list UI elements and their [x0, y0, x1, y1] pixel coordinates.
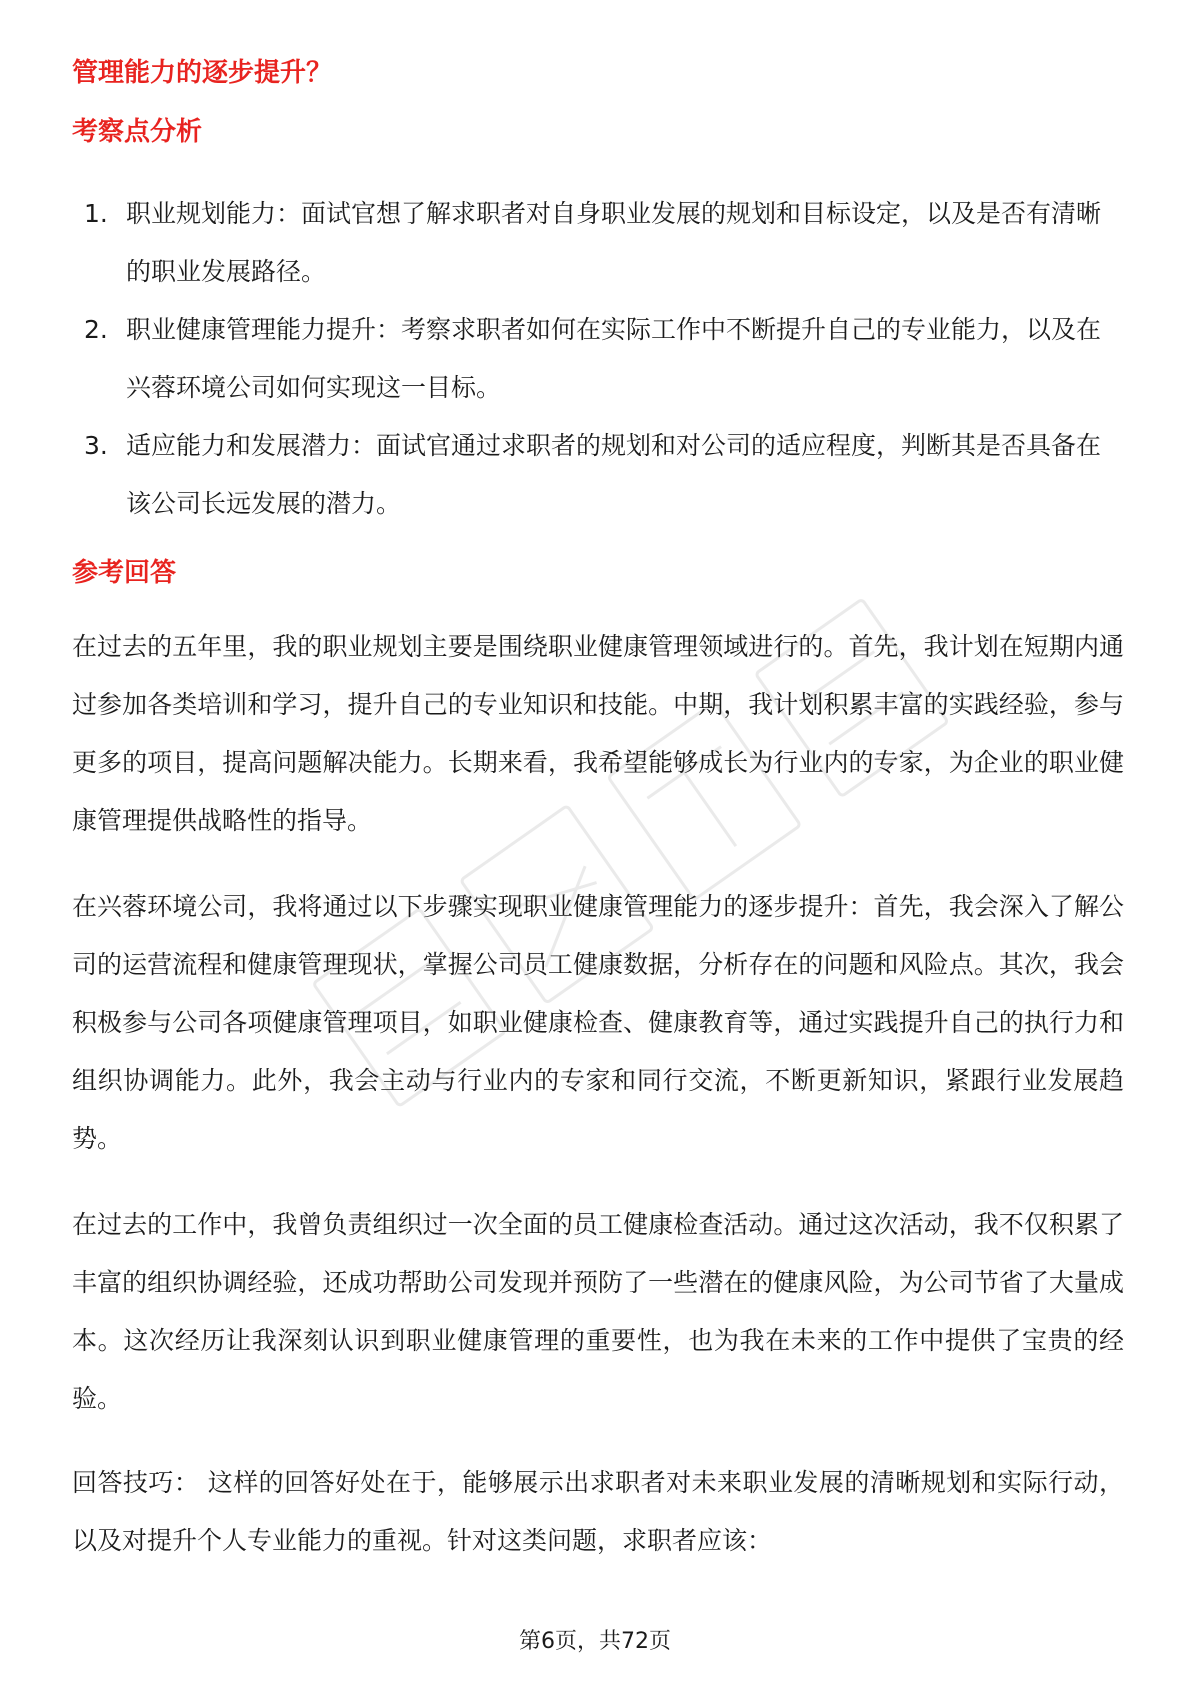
list-item — [84, 301, 1124, 417]
analysis-heading: 考察点分析 — [72, 117, 203, 147]
list-item — [84, 185, 1124, 301]
list-item-number: 3. — [84, 431, 108, 460]
list-item-text: 适应能力和发展潜力：面试官通过求职者的规划和对公司的适应程度，判断其是否具备在该公司长远发展的潜力。 — [126, 431, 1102, 518]
answer-tips-paragraph: 回答技巧： 这样的回答好处在于，能够展示出求职者对未来职业发展的清晰规划和实际行动，以及对提升个人专业能力的重视。针对这类问题，求职者应该： — [72, 1468, 1124, 1555]
list-item-number: 1. — [84, 199, 108, 228]
question-title: 管理能力的逐步提升？ — [72, 58, 333, 88]
answer-paragraph: 在过去的工作中，我曾负责组织过一次全面的员工健康检查活动。通过这次活动，我不仅积累了丰富的组织协调经验，还成功帮助公司发现并预防了一些潜在的健康风险，为公司节省了大量成本。这次经历让我深刻认识到职业健康管理的重要性，也为我在未来的工作中提供了宝贵的经验。 — [72, 1210, 1124, 1413]
answer-paragraph: 在兴蓉环境公司，我将通过以下步骤实现职业健康管理能力的逐步提升：首先，我会深入了解公司的运营流程和健康管理现状，掌握公司员工健康数据，分析存在的问题和风险点。其次，我会积极参与公司各项健康管理项目，如职业健康检查、健康教育等，通过实践提升自己的执行力和组织协调能力。此外，我会主动与行业内的专家和同行交流，不断更新知识，紧跟行业发展趋势。 — [72, 892, 1124, 1153]
answer-heading: 参考回答 — [72, 558, 177, 588]
list-item-number: 2. — [84, 315, 108, 344]
list-item — [84, 417, 1124, 533]
list-item-text: 职业规划能力：面试官想了解求职者对自身职业发展的规划和目标设定，以及是否有清晰的职业发展路径。 — [126, 199, 1102, 286]
analysis-list — [84, 185, 1124, 533]
answer-paragraph: 在过去的五年里，我的职业规划主要是围绕职业健康管理领域进行的。首先，我计划在短期内通过参加各类培训和学习，提升自己的专业知识和技能。中期，我计划积累丰富的实践经验，参与更多的项目，提高问题解决能力。长期来看，我希望能够成长为行业内的专家，为企业的职业健康管理提供战略性的指导。 — [72, 632, 1124, 835]
page-footer: 第6页，共72页 — [519, 1629, 671, 1654]
list-item-text: 职业健康管理能力提升：考察求职者如何在实际工作中不断提升自己的专业能力，以及在兴蓉环境公司如何实现这一目标。 — [126, 315, 1102, 402]
